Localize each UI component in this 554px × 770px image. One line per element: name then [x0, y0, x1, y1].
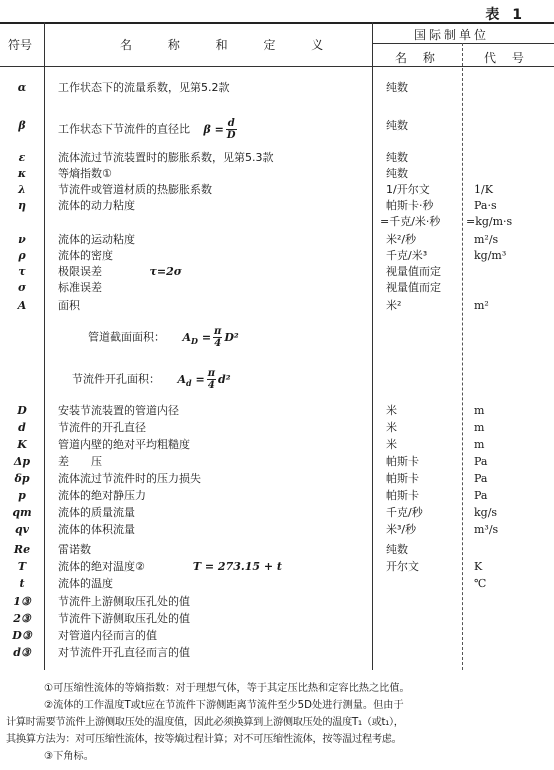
table-row: κ 等熵指数① 纯数 [17, 167, 408, 180]
table-row: ε 流体流过节流装置时的膨胀系数，见第5.3款 纯数 [18, 151, 408, 164]
table-row: β 工作状态下节流件的直径比 β = $\frac{d}{D}$ 纯数 [18, 118, 408, 141]
footnote-2-cont: 计算时需要节流件上游侧取压处的温度值，因此必须换算到上游侧取压处的温度T₁（或t₁）， [6, 717, 404, 728]
unit-header-divider [372, 43, 554, 44]
table-row: Δp 差 压 帕斯卡 Pa [13, 455, 488, 468]
table-row: T 流体的绝对温度② T = 273.15 + t 开尔文 K [17, 560, 483, 573]
table-row: Re 雷诺数 纯数 [13, 543, 408, 556]
top-rule [0, 22, 554, 24]
table-row: K 管道内壁的绝对平均粗糙度 米 m [17, 438, 485, 451]
table-row: D③ 对管道内径而言的值 [12, 629, 157, 642]
table-row: ν 流体的运动粘度 米²/秒 m²/s [18, 233, 499, 246]
table-row: σ 标准误差 视量值而定 [17, 281, 441, 294]
header-unit-name: 名 称 [395, 51, 441, 65]
header-name-definition: 名 称 和 定 义 [120, 38, 340, 52]
table-row: =千克/米·秒 =kg/m·s [380, 215, 513, 228]
table-row: η 流体的动力粘度 帕斯卡·秒 Pa·s [18, 199, 497, 212]
table-row: τ 极限误差 τ=2σ 视量值而定 [18, 265, 441, 278]
table-row: α 工作状态下的流量系数，见第5.2款 纯数 [17, 81, 408, 94]
table-row: 2③ 节流件下游侧取压孔处的值 [13, 612, 190, 625]
table-row: p 流体的绝对静压力 帕斯卡 Pa [18, 489, 488, 502]
table-row: λ 节流件或管道材质的热膨胀系数 1/开尔文 1/K [18, 183, 493, 196]
table-row: A 面积 米² m² [17, 299, 489, 312]
table-row: 1③ 节流件上游侧取压孔处的值 [13, 595, 190, 608]
header-unit-code: 代 号 [484, 51, 530, 65]
table-row: δp 流体流过节流件时的压力损失 帕斯卡 Pa [14, 472, 488, 485]
header-bottom-rule [0, 66, 554, 67]
pipe-area-formula: 管道截面面积： $A_D$ = $\frac{\pi}{4}$ D² [88, 326, 239, 349]
table-row: qm 流体的质量流量 千克/秒 kg/s [12, 506, 498, 519]
diameter-ratio-formula: β = $\frac{d}{D}$ [203, 118, 236, 141]
header-symbol: 符号 [8, 38, 33, 52]
table-row: d 节流件的开孔直径 米 m [18, 421, 485, 434]
footnote-2: ②流体的工作温度T或t应在节流件下游侧距离节流件至少5D处进行测量。但由于 [44, 700, 404, 711]
footnote-1: ①可压缩性流体的等熵指数：对于理想气体，等于其定压比热和定容比热之比值。 [44, 683, 410, 694]
header-intl-unit: 国际制单位 [414, 28, 490, 42]
table-row: d③ 对节流件开孔直径而言的值 [13, 646, 190, 659]
footnote-3: ③下角标。 [44, 751, 94, 762]
table-row: D 安装节流装置的管道内径 米 m [17, 404, 485, 417]
orifice-area-formula: 节流件开孔面积： $A_d$ = $\frac{\pi}{4}$ d² [72, 368, 231, 391]
table-label: 表 1 [485, 7, 526, 23]
footnote-2-cont2: 其换算方法为：对可压缩性流体，按等熵过程计算；对不可压缩性流体，按等温过程考虑。 [6, 734, 402, 745]
table-row: qv 流体的体积流量 米³/秒 m³/s [14, 523, 499, 536]
table-row: t 流体的温度 ℃ [19, 577, 487, 590]
table-row: ρ 流体的密度 千克/米³ kg/m³ [18, 249, 507, 262]
